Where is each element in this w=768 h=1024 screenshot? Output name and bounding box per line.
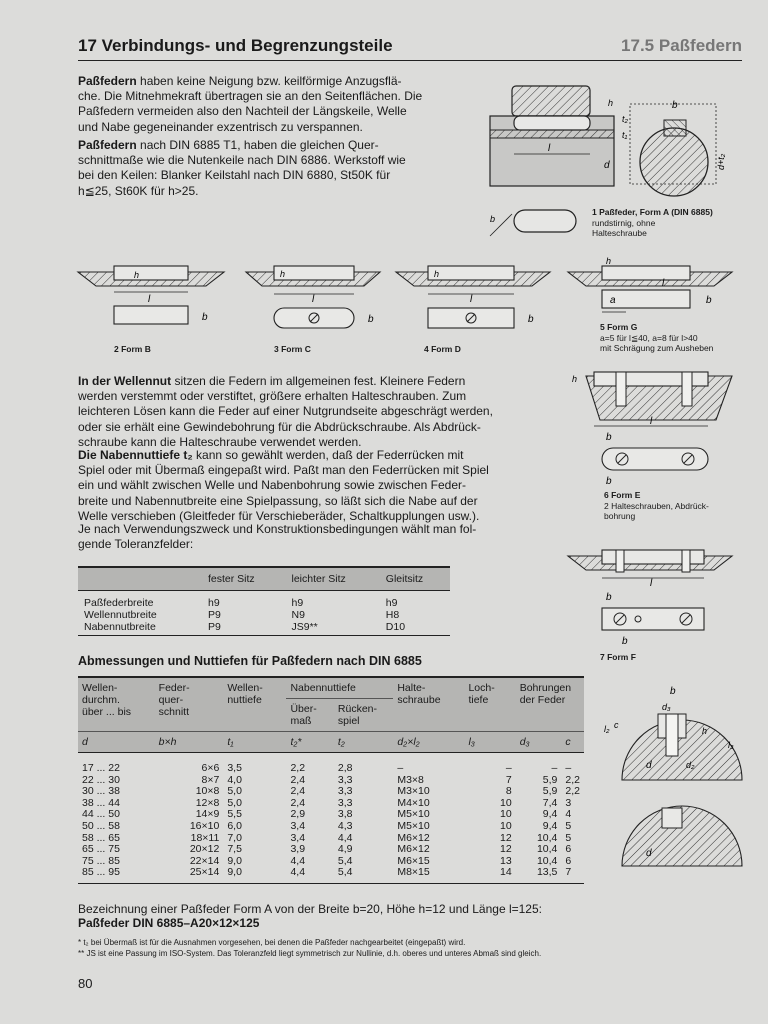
p3-line: werden verstemmt oder verstiftet, größere erhalten Halteschrauben. Zum <box>78 389 467 404</box>
table-cell: 14×9 <box>195 808 220 821</box>
fig2-label-l: l <box>148 294 151 305</box>
bore-label-l3: l₃ <box>728 740 734 750</box>
p4-bold: Die Nabennuttiefe t₂ <box>78 448 193 462</box>
p4-line: Spiel oder mit Übermaß eingepaßt wird. Paßt man den Federrücken mit Spiel <box>78 463 489 478</box>
table-row <box>78 844 584 856</box>
table-cell: 13 <box>500 854 512 867</box>
tolerance-cell: h9 <box>385 597 398 609</box>
fig4-label-l: l <box>470 294 473 305</box>
table-cell: 9,0 <box>227 854 242 867</box>
table-cell: 3,3 <box>337 785 353 798</box>
fig1-caption-line: rundstirnig, ohne <box>592 217 656 228</box>
table-cell: M3×10 <box>397 785 430 798</box>
fig6-label-l: l <box>650 416 653 427</box>
fig1-caption-title: 1 Paßfeder, Form A (DIN 6885) <box>592 207 713 217</box>
fig3-label-l: l <box>312 294 315 305</box>
p4-line: ein und wählt zwischen Welle und Nabenbohrung sowie zwischen Feder- <box>78 478 466 493</box>
p5-line: Je nach Verwendungszweck und Konstruktionsbedingungen wählt man fol- <box>78 522 477 536</box>
table-cell: M3×8 <box>397 773 424 786</box>
table-cell: 3,9 <box>290 843 306 856</box>
table-cell: 4,4 <box>290 854 306 867</box>
figure-6-drawing <box>566 364 736 488</box>
table-cell: 25×14 <box>155 867 224 883</box>
tolerance-cell: h9 <box>291 597 304 609</box>
table-cell: 85 ... 95 <box>78 867 155 883</box>
intro-paragraph-2 <box>78 138 458 199</box>
fig6-caption-line: 2 Halteschrauben, Abdrück- <box>604 500 709 511</box>
table-cell: 9,4 <box>542 808 558 821</box>
table-row <box>78 821 584 833</box>
figure-2-drawing <box>76 260 226 340</box>
intro-p1-line: Paßfedern vermeiden also den Nachteil der Längskeile, Welle <box>78 104 407 119</box>
table-cell: M4×10 <box>397 796 430 809</box>
tolerance-row <box>78 621 450 636</box>
table-cell: 8×7 <box>201 773 220 786</box>
table-cell: M6×12 <box>397 843 430 856</box>
table-cell: 4,0 <box>227 773 242 786</box>
fig1-label-b-plan: b <box>490 214 496 224</box>
fig4-label-b: b <box>528 314 534 325</box>
page-number: 80 <box>78 976 93 991</box>
table-cell: 6×6 <box>201 762 220 774</box>
table-cell: 30 ... 38 <box>82 785 120 798</box>
table-cell: 4,9 <box>337 843 353 856</box>
table-row <box>78 753 584 775</box>
bore-label-c: c <box>614 720 619 730</box>
p4-line: Welle verschieben (Gleitfeder für Verschieberäder, Schaltkupplungen usw.). <box>78 508 480 523</box>
table-cell: 5,5 <box>227 808 242 821</box>
table-cell: 4,4 <box>286 867 333 883</box>
table-cell: 4,4 <box>337 831 353 844</box>
header-wellennut: Wellen- nuttiefe <box>223 677 286 732</box>
fig2-label-b: b <box>202 312 208 323</box>
table-cell: 18×11 <box>190 831 220 844</box>
symbol-cell: b×h <box>155 732 224 753</box>
symbol-cell: d₃ <box>516 732 562 753</box>
table-cell: 65 ... 75 <box>82 843 120 856</box>
figure-5-caption <box>600 322 760 354</box>
intro-p2-bold: Paßfedern <box>78 138 137 152</box>
symbol-cell: t₁ <box>223 732 286 753</box>
intro-p2-line: h≦25, St60K für h>25. <box>78 183 199 198</box>
intro-p1-bold: Paßfedern <box>78 74 137 88</box>
fig3-label-b: b <box>368 314 374 325</box>
figure-3-drawing <box>244 260 384 340</box>
fig1-label-d: d <box>604 160 610 171</box>
tolerance-row <box>78 591 450 610</box>
bore-label-d: d <box>646 760 652 771</box>
fig7-label-b: b <box>606 592 612 603</box>
bore-label-h: h <box>702 726 708 736</box>
p5-line: gende Toleranzfelder: <box>78 537 194 552</box>
tolerance-header-cell: Gleitsitz <box>380 567 450 591</box>
table-cell: 10 <box>500 796 512 809</box>
table-cell: 58 ... 65 <box>82 831 120 844</box>
table-cell: 10×8 <box>195 785 220 798</box>
dimension-table-body <box>78 753 584 884</box>
tolerance-cell: N9 <box>291 609 305 621</box>
intro-p2-line: bei den Keilen: Blanker Keilstahl nach DIN 6880, St50K für <box>78 168 391 183</box>
table-cell: 10 <box>500 808 512 821</box>
fig3-caption-title: 3 Form C <box>274 344 311 354</box>
table-cell: 3,5 <box>227 762 242 774</box>
fig5-caption-line: a=5 für l≦40, a=8 für l>40 <box>600 332 698 343</box>
symbol-cell: c <box>561 732 584 753</box>
fig6-label-h: h <box>572 374 578 384</box>
table-cell: 2,4 <box>290 796 306 809</box>
tolerance-header-cell: leichter Sitz <box>285 567 379 591</box>
fig5-label-h: h <box>606 256 612 266</box>
tolerance-cell: Wellennutbreite <box>84 609 157 621</box>
fig5-label-a: a <box>610 295 616 306</box>
p3-bold: In der Wellennut <box>78 374 172 388</box>
p3-line: oder sie erhält eine Gewindebohrung für die Abdrückschraube. Als Abdrück- <box>78 419 481 434</box>
table-cell: 16×10 <box>189 819 220 832</box>
bore-label-d2: d₂ <box>686 760 695 770</box>
figure-3-caption <box>274 344 311 355</box>
figure-5-drawing <box>566 256 736 318</box>
intro-p1-line: und Nabe gegeneinander exzentrisch zu verspannen. <box>78 119 363 134</box>
fig3-label-h: h <box>280 269 286 279</box>
bore-label-d3: d₃ <box>662 702 671 712</box>
fig6-caption-line: bohrung <box>604 511 636 521</box>
table-cell: 3,8 <box>337 808 353 821</box>
table-cell: 6 <box>565 843 572 856</box>
tolerance-cell: Nabennutbreite <box>78 621 202 636</box>
fig1-label-dt2: d+t₂ <box>716 153 726 170</box>
tolerance-cell: Paßfederbreite <box>84 597 154 609</box>
table-cell: 2,8 <box>337 762 353 774</box>
p3-line: schraube kann die Halteschraube verwendet werden. <box>78 434 362 449</box>
bore-label-l2: l₂ <box>604 724 610 734</box>
table-row <box>78 867 584 883</box>
table-cell: – <box>397 762 404 774</box>
tolerance-cell: H8 <box>385 609 400 621</box>
table-cell: 6 <box>565 854 572 867</box>
symbol-cell: d₂×l₂ <box>393 732 464 753</box>
dimension-table-title: Abmessungen und Nuttiefen für Paßfedern nach DIN 6885 <box>78 654 422 668</box>
fig7-label-b2: b <box>622 636 628 647</box>
table-cell: 5,0 <box>227 785 242 798</box>
table-cell: 13,5 <box>516 867 562 883</box>
fig1-label-t2: t₂ <box>622 114 628 124</box>
intro-p1-line: haben keine Neigung bzw. keilförmige Anzugsflä- <box>136 74 402 88</box>
table-cell: 5,0 <box>227 796 242 809</box>
intro-p1-line: che. Die Mitnehmekraft übertragen sie an den Seitenflächen. Die <box>78 89 423 104</box>
symbol-cell: t₂ <box>334 732 393 753</box>
p3-line: leichteren Lösen kann die Feder auf einer Nutgrundseite abgeschrägt werden, <box>78 404 493 419</box>
fig5-label-l: l <box>662 278 665 289</box>
figure-6-caption <box>604 490 754 522</box>
dimension-symbol-row <box>78 732 584 753</box>
table-cell: 3,4 <box>290 831 306 844</box>
table-cell: 10,4 <box>536 854 558 867</box>
tolerance-header-row <box>78 567 450 591</box>
p3-line: sitzen die Federn im allgemeinen fest. Kleinere Federn <box>171 374 466 388</box>
fig1-label-h: h <box>608 98 614 108</box>
fig6-caption-title: 6 Form E <box>604 490 641 500</box>
table-cell: 12 <box>500 831 512 844</box>
figure-1-caption <box>592 207 752 239</box>
tolerance-cell: D10 <box>380 621 450 636</box>
table-cell: 10,4 <box>536 831 558 844</box>
table-cell: 14 <box>464 867 515 883</box>
table-cell: 44 ... 50 <box>82 808 120 821</box>
fig6-label-b: b <box>606 432 612 443</box>
table-cell: 10 <box>500 819 512 832</box>
tolerance-header-cell: fester Sitz <box>202 567 285 591</box>
table-cell: 38 ... 44 <box>82 796 120 809</box>
table-cell: 12 <box>500 843 512 856</box>
p4-line: kann so gewählt werden, daß der Federrücken mit <box>192 448 464 462</box>
dimension-header-row <box>78 677 584 699</box>
fig4-label-h: h <box>434 269 440 279</box>
footnote-1: * t₂ bei Übermaß ist für die Ausnahmen vorgesehen, bei denen die Paßfeder nachgearbeitet (eingepaßt) wird. <box>78 938 466 947</box>
table-cell: – <box>551 762 558 774</box>
figure-2-caption <box>114 344 151 355</box>
table-cell: 2,4 <box>290 785 306 798</box>
table-cell: 7,5 <box>227 843 242 856</box>
table-cell: 7,0 <box>227 831 242 844</box>
figure-4-caption <box>424 344 461 355</box>
tolerance-cell: h9 <box>208 597 220 609</box>
header-bohrungen: Bohrungen der Feder <box>516 677 584 732</box>
table-cell: 2,2 <box>565 773 580 786</box>
table-cell: 22 ... 30 <box>82 773 120 786</box>
dimension-table <box>78 676 584 884</box>
intro-p2-line: schnittmaße wie die Nutenkeile nach DIN 6886. Werkstoff wie <box>78 153 406 168</box>
table-cell: 22×14 <box>189 854 220 867</box>
fig2-label-h: h <box>134 270 140 280</box>
text-paragraph-4 <box>78 448 558 524</box>
tolerance-table <box>78 566 450 636</box>
table-cell: 3,3 <box>337 796 353 809</box>
header-uebermass: Über- maß <box>286 699 333 732</box>
table-cell: M5×10 <box>397 819 430 832</box>
designation <box>78 902 542 930</box>
table-cell: 4 <box>565 808 572 821</box>
table-cell: 2,4 <box>290 773 306 786</box>
table-cell: 2,2 <box>290 762 306 774</box>
table-cell: 5 <box>565 831 572 844</box>
figure-7-drawing <box>566 544 736 648</box>
footnote-2: ** JS ist eine Passung im ISO-System. Das Toleranzfeld liegt symmetrisch zur Nullinie, d.h. oberes und unteres Abmaß sind gleich. <box>78 949 542 958</box>
table-cell: 75 ... 85 <box>82 854 120 867</box>
table-cell: – <box>565 762 572 774</box>
bore-detail-drawing <box>600 684 750 884</box>
tolerance-row <box>78 609 450 621</box>
text-paragraph-3 <box>78 374 558 450</box>
symbol-cell: t₂* <box>286 732 333 753</box>
header-feder: Feder- quer- schnitt <box>155 677 224 732</box>
table-cell: 3,3 <box>337 773 353 786</box>
table-cell: M6×12 <box>397 831 430 844</box>
table-cell: 9,4 <box>542 819 558 832</box>
table-cell: 7 <box>561 867 584 883</box>
intro-paragraph-1 <box>78 74 458 135</box>
tolerance-cell: P9 <box>202 621 285 636</box>
fig1-label-l: l <box>548 143 551 154</box>
table-cell: 10,4 <box>536 843 558 856</box>
table-cell: 3 <box>565 796 572 809</box>
table-cell: – <box>505 762 512 774</box>
table-cell: M6×15 <box>397 854 430 867</box>
page-header <box>78 36 742 61</box>
tolerance-cell: P9 <box>208 609 221 621</box>
table-cell: 5,9 <box>542 785 558 798</box>
figure-4-drawing <box>394 260 554 340</box>
table-cell: 5,4 <box>337 854 353 867</box>
bore-label-b: b <box>670 686 676 697</box>
table-cell: 2,2 <box>565 785 580 798</box>
intro-p2-line: nach DIN 6885 T1, haben die gleichen Quer- <box>136 138 379 152</box>
symbol-cell: d <box>78 732 155 753</box>
section-title: 17.5 Paßfedern <box>621 36 742 55</box>
fig7-caption-title: 7 Form F <box>600 652 636 662</box>
table-cell: 5,9 <box>542 773 558 786</box>
figure-7-caption <box>600 652 636 663</box>
header-rueckenspiel: Rücken- spiel <box>334 699 393 732</box>
table-cell: 3,4 <box>290 819 306 832</box>
designation-line-2: Paßfeder DIN 6885–A20×12×125 <box>78 916 260 930</box>
tolerance-cell: JS9** <box>285 621 379 636</box>
fig1-caption-line: Halteschraube <box>592 228 647 238</box>
header-halteschraube: Halte- schraube <box>393 677 464 732</box>
symbol-cell: l₃ <box>464 732 515 753</box>
header-nabennut: Nabennuttiefe <box>286 677 393 699</box>
fig5-caption-title: 5 Form G <box>600 322 638 332</box>
table-cell: 17 ... 22 <box>82 762 120 774</box>
table-cell: 5,4 <box>334 867 393 883</box>
table-cell: 20×12 <box>189 843 220 856</box>
table-cell: 6,0 <box>227 819 242 832</box>
table-cell: 2,9 <box>290 808 306 821</box>
fig6-label-b2: b <box>606 476 612 487</box>
table-cell: M8×15 <box>393 867 464 883</box>
fig2-caption-title: 2 Form B <box>114 344 151 354</box>
bore-label-d-lower: d <box>646 848 652 859</box>
chapter-title: 17 Verbindungs- und Begrenzungsteile <box>78 36 393 55</box>
tolerance-header-cell <box>78 567 202 591</box>
designation-line-1: Bezeichnung einer Paßfeder Form A von der Breite b=20, Höhe h=12 und Länge l=125: <box>78 902 542 916</box>
table-cell: 7,4 <box>542 796 558 809</box>
table-cell: 8 <box>505 785 512 798</box>
fig7-label-l: l <box>650 578 653 589</box>
header-lochtiefe: Loch- tiefe <box>464 677 515 732</box>
table-cell: 4,3 <box>337 819 353 832</box>
fig1-label-b: b <box>672 100 678 111</box>
table-cell: M5×10 <box>397 808 430 821</box>
table-cell: 9,0 <box>223 867 286 883</box>
table-cell: 7 <box>505 773 512 786</box>
p4-line: breite und Nabennutbreite eine Spielpassung, so läßt sich die Nabe auf der <box>78 493 478 508</box>
header-wellen: Wellen- durchm. über ... bis <box>78 677 155 732</box>
text-paragraph-5 <box>78 522 558 552</box>
fig5-label-b: b <box>706 295 712 306</box>
fig4-caption-title: 4 Form D <box>424 344 461 354</box>
table-cell: 12×8 <box>195 796 220 809</box>
fig5-caption-line: mit Schrägung zum Ausheben <box>600 343 714 353</box>
fig1-label-t1: t₁ <box>622 130 628 140</box>
table-cell: 50 ... 58 <box>82 819 120 832</box>
table-cell: 5 <box>565 819 572 832</box>
